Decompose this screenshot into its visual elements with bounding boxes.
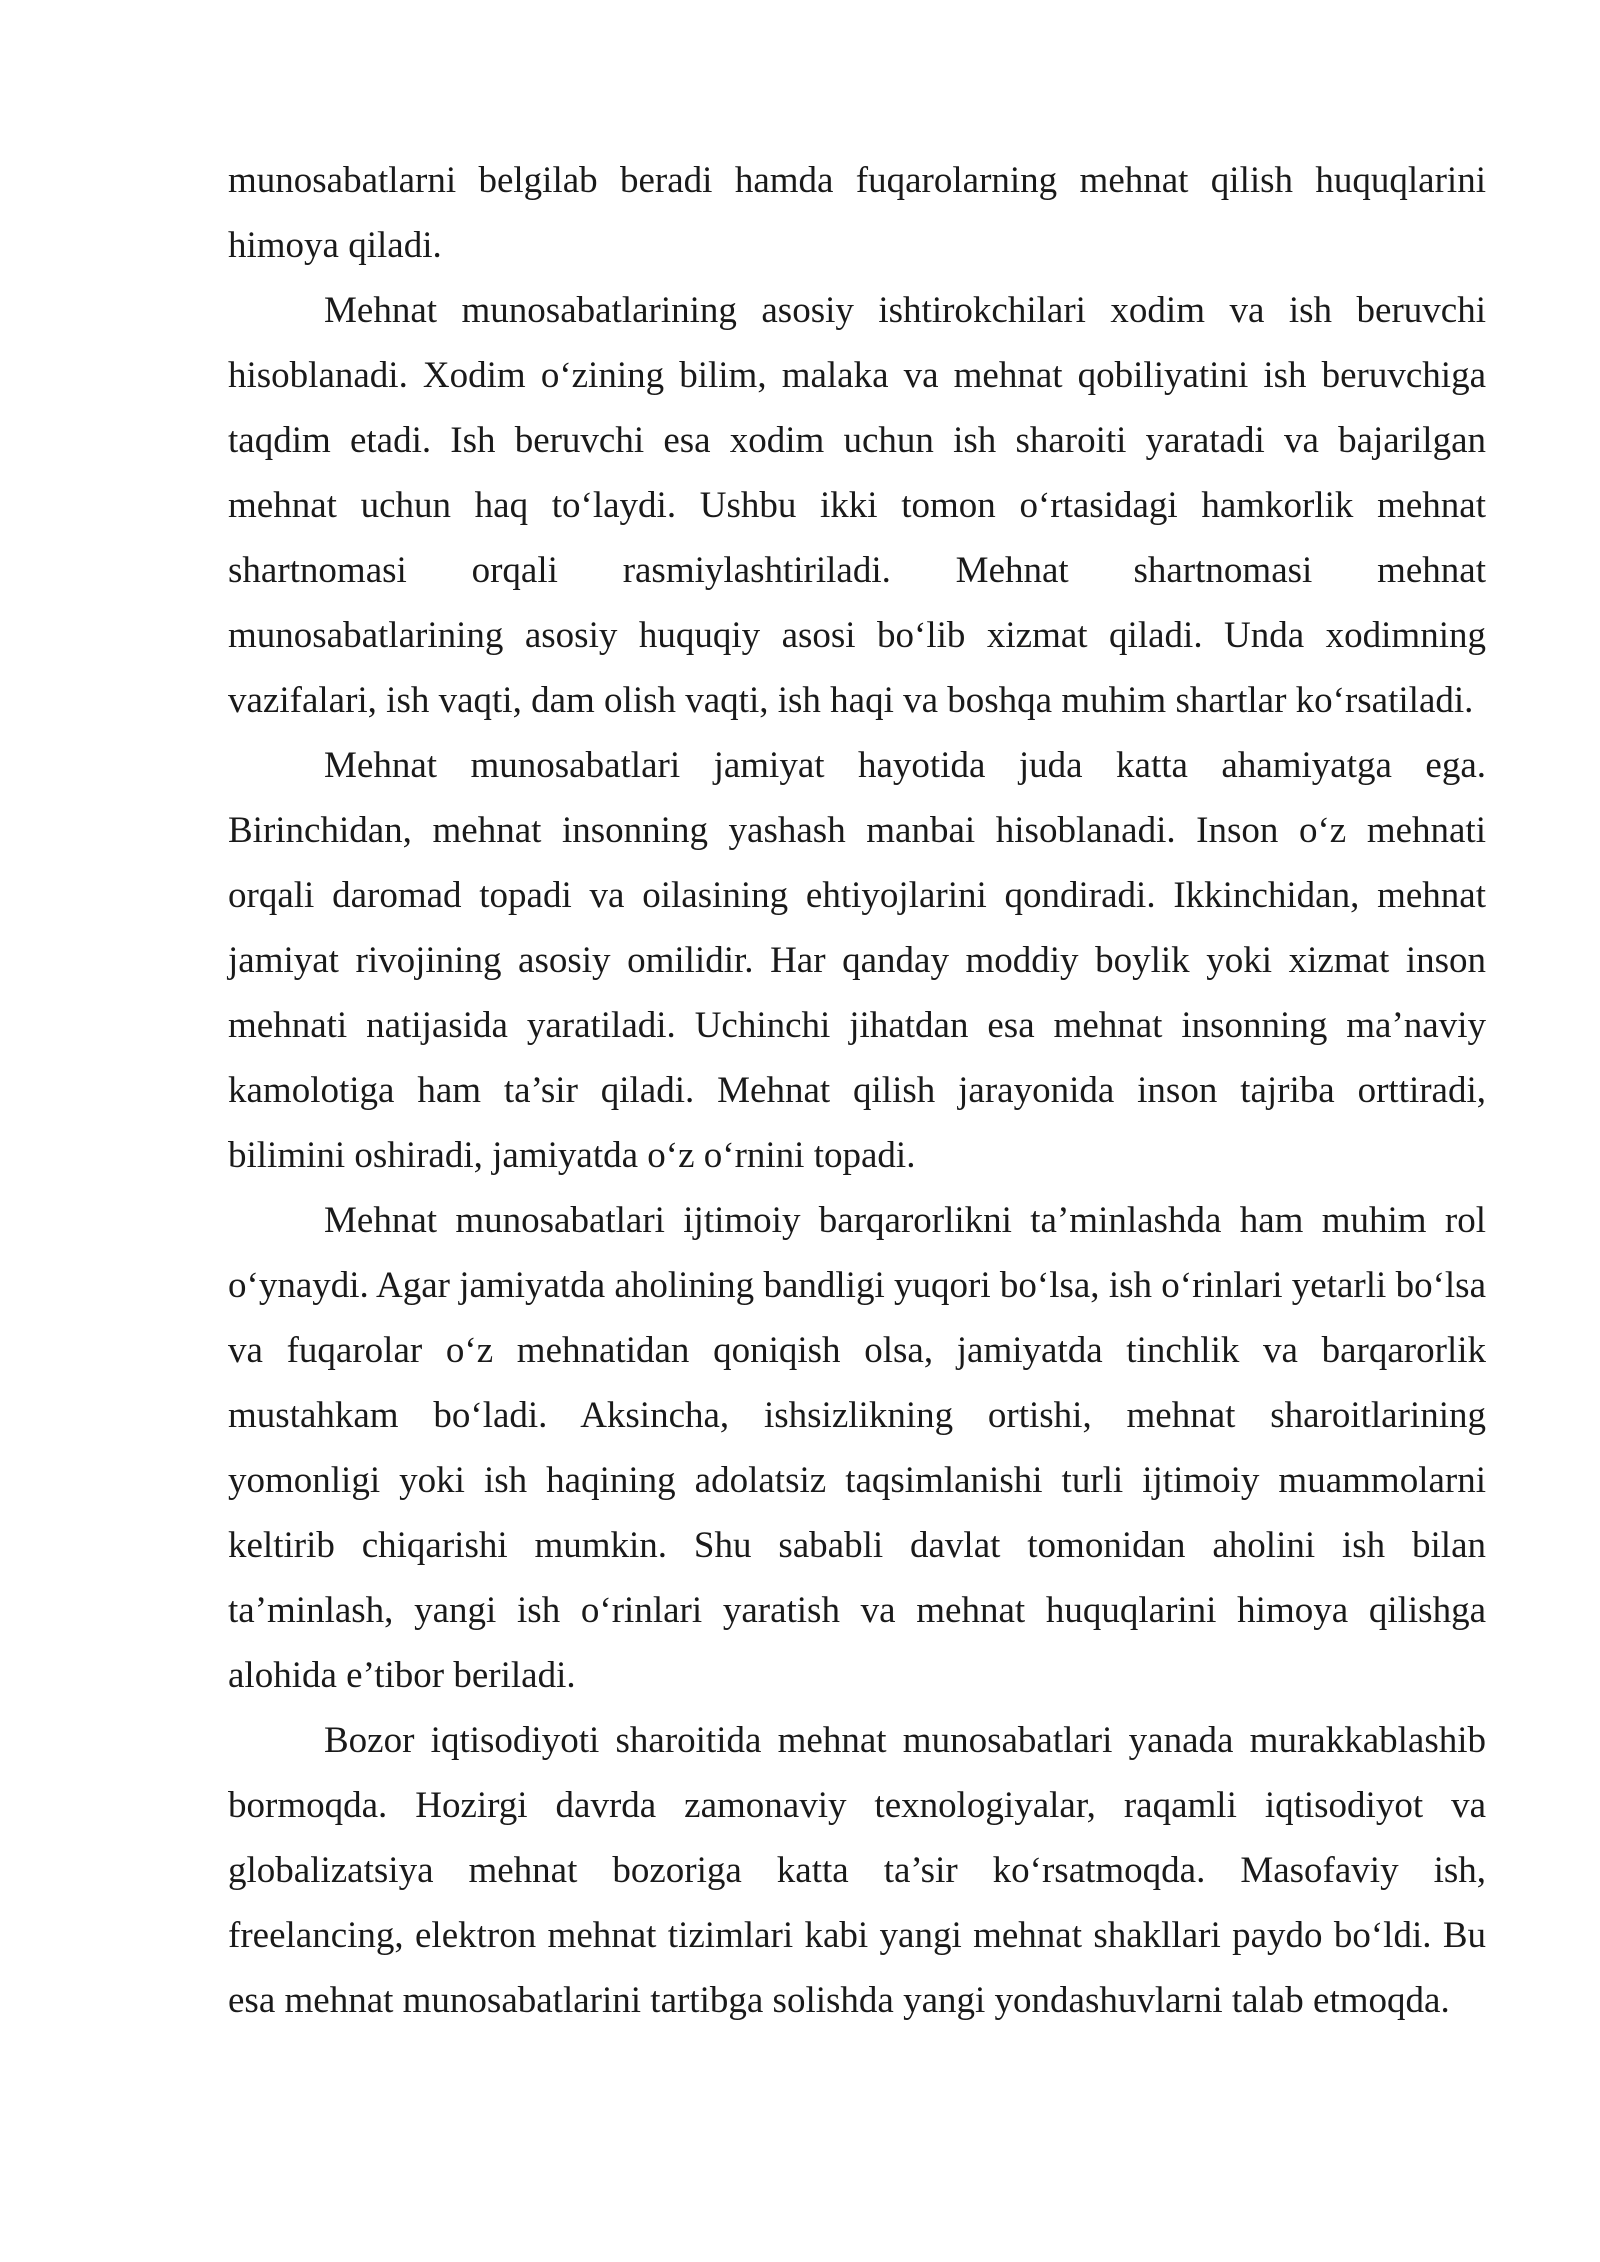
- document-page: [228, 148, 1486, 2033]
- paragraph-participants: Mehnat munosabatlarining asosiy ishtirokchilari xodim va ish beruvchi hisoblanadi. Xodim o‘zining bilim, malaka va mehnat qobiliyatini ish beruvchiga taqdim etadi. Ish beruvchi esa xodim uchun ish sharoiti yaratadi va bajarilgan mehnat uchun haq to‘laydi. Ushbu ikki tomon o‘rtasidagi hamkorlik mehnat shartnomasi orqali rasmiylashtiriladi. Mehnat shartnomasi mehnat munosabatlarining asosiy huquqiy asosi bo‘lib xizmat qiladi. Unda xodimning vazifalari, ish vaqti, dam olish vaqti, ish haqi va boshqa muhim shartlar ko‘rsatiladi.: [228, 290, 1486, 721]
- paragraph-market-economy: Bozor iqtisodiyoti sharoitida mehnat munosabatlari yanada murakkablashib bormoqda. Hozirgi davrda zamonaviy texnologiyalar, raqamli iqtisodiyot va globalizatsiya mehnat bozoriga katta ta’sir ko‘rsatmoqda. Masofaviy ish, freelancing, elektron mehnat tizimlari kabi yangi mehnat shakllari paydo bo‘ldi. Bu esa mehnat munosabatlarini tartibga solishda yangi yondashuvlarni talab etmoqda.: [228, 1720, 1486, 2021]
- paragraph-social-stability: Mehnat munosabatlari ijtimoiy barqarorlikni ta’minlashda ham muhim rol o‘ynaydi. Agar jamiyatda aholining bandligi yuqori bo‘lsa, ish o‘rinlari yetarli bo‘lsa va fuqarolar o‘z mehnatidan qoniqish olsa, jamiyatda tinchlik va barqarorlik mustahkam bo‘ladi. Aksincha, ishsizlikning ortishi, mehnat sharoitlarining yomonligi yoki ish haqining adolatsiz taqsimlanishi turli ijtimoiy muammolarni keltirib chiqarishi mumkin. Shu sababli davlat tomonidan aholini ish bilan ta’minlash, yangi ish o‘rinlari yaratish va mehnat huquqlarini himoya qilishga alohida e’tibor beriladi.: [228, 1200, 1486, 1696]
- paragraph-continuation: munosabatlarni belgilab beradi hamda fuqarolarning mehnat qilish huquqlarini himoya qiladi.: [228, 160, 1486, 266]
- paragraph-significance: Mehnat munosabatlari jamiyat hayotida juda katta ahamiyatga ega. Birinchidan, mehnat insonning yashash manbai hisoblanadi. Inson o‘z mehnati orqali daromad topadi va oilasining ehtiyojlarini qondiradi. Ikkinchidan, mehnat jamiyat rivojining asosiy omilidir. Har qanday moddiy boylik yoki xizmat inson mehnati natijasida yaratiladi. Uchinchi jihatdan esa mehnat insonning ma’naviy kamolotiga ham ta’sir qiladi. Mehnat qilish jarayonida inson tajriba orttiradi, bilimini oshiradi, jamiyatda o‘z o‘rnini topadi.: [228, 745, 1486, 1176]
